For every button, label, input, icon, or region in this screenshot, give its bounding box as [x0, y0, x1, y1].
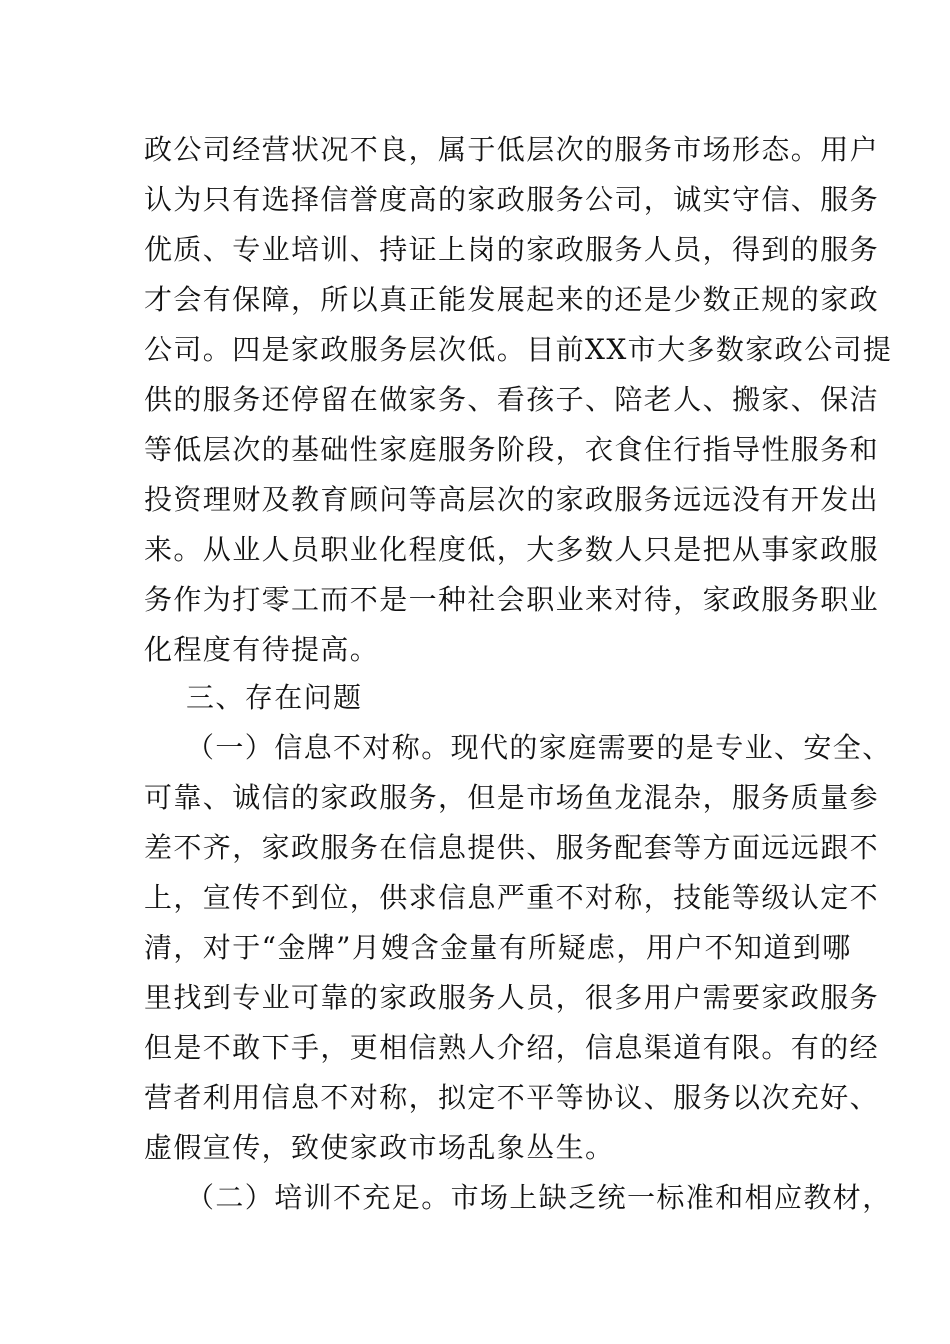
- paragraph-line: 虚假宣传，致使家政市场乱象丛生。: [144, 1131, 615, 1164]
- paragraph-line: 化程度有待提高。: [144, 633, 380, 666]
- paragraph-line: 来。从业人员职业化程度低，大多数人只是把从事家政服: [144, 533, 880, 566]
- paragraph-line: 清，对于“金牌”月嫂含金量有所疑虑，用户不知道到哪: [144, 931, 852, 964]
- section-heading: 三、存在问题: [186, 681, 363, 714]
- paragraph-line: 但是不敢下手，更相信熟人介绍，信息渠道有限。有的经: [144, 1031, 880, 1064]
- paragraph-line: 上，宣传不到位，供求信息严重不对称，技能等级认定不: [144, 881, 880, 914]
- paragraph-line: 差不齐，家政服务在信息提供、服务配套等方面远远跟不: [144, 831, 880, 864]
- paragraph-line: 里找到专业可靠的家政服务人员，很多用户需要家政服务: [144, 981, 880, 1014]
- paragraph-line: 才会有保障，所以真正能发展起来的还是少数正规的家政: [144, 283, 880, 316]
- paragraph-line: 营者利用信息不对称，拟定不平等协议、服务以次充好、: [144, 1081, 880, 1114]
- paragraph-line: 政公司经营状况不良，属于低层次的服务市场形态。用户: [144, 133, 880, 166]
- paragraph-line: 公司。四是家政服务层次低。目前XX市大多数家政公司提: [144, 333, 893, 366]
- paragraph-line: 务作为打零工而不是一种社会职业来对待，家政服务职业: [144, 583, 880, 616]
- paragraph-line: （二）培训不充足。市场上缺乏统一标准和相应教材，: [186, 1181, 892, 1214]
- paragraph-line: 供的服务还停留在做家务、看孩子、陪老人、搬家、保洁: [144, 383, 880, 416]
- paragraph-line: 等低层次的基础性家庭服务阶段，衣食住行指导性服务和: [144, 433, 880, 466]
- paragraph-line: 可靠、诚信的家政服务，但是市场鱼龙混杂，服务质量参: [144, 781, 880, 814]
- paragraph-line: （一）信息不对称。现代的家庭需要的是专业、安全、: [186, 731, 892, 764]
- paragraph-line: 优质、专业培训、持证上岗的家政服务人员，得到的服务: [144, 233, 880, 266]
- paragraph-line: 认为只有选择信誉度高的家政服务公司，诚实守信、服务: [144, 183, 880, 216]
- paragraph-line: 投资理财及教育顾问等高层次的家政服务远远没有开发出: [144, 483, 880, 516]
